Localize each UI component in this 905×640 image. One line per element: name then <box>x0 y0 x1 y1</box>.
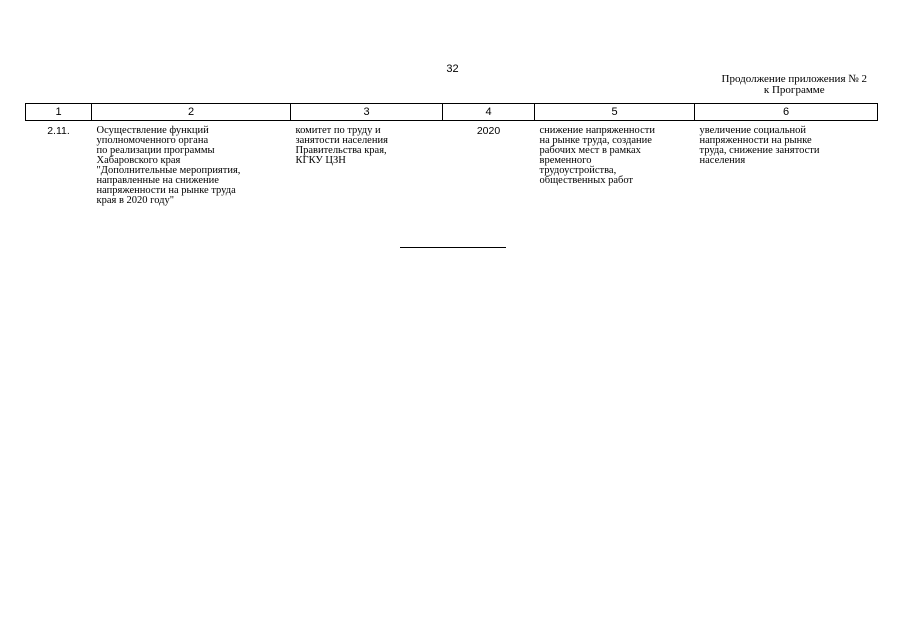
expected-result-line: трудоустройства, <box>539 165 617 176</box>
impact-cell <box>695 121 878 207</box>
page-number: 32 <box>446 63 459 75</box>
column-header-5: 5 <box>535 104 695 121</box>
expected-result-line: на рынке труда, создание <box>539 135 652 146</box>
executor-line: Правительства края, <box>295 145 387 156</box>
measure-line: "Дополнительные мероприятия, <box>96 165 241 176</box>
program-table <box>25 103 878 206</box>
expected-result-line: общественных работ <box>539 175 634 186</box>
appendix-note-line-2: к Программе <box>763 84 825 96</box>
expected-result-line: временного <box>539 155 592 166</box>
row-number: 2.11. <box>47 125 70 137</box>
executor-line: комитет по труду и <box>295 125 381 136</box>
executor-line: занятости населения <box>295 135 388 146</box>
year-cell: 2020 <box>476 125 501 137</box>
measure-line: Хабаровского края <box>96 155 181 166</box>
impact-line: труда, снижение занятости <box>699 145 820 156</box>
column-header-6: 6 <box>695 104 878 121</box>
measure-line: напряженности на рынке труда <box>96 185 236 196</box>
measure-line: края в 2020 году" <box>96 195 175 206</box>
table-row <box>26 121 878 207</box>
table-header-row <box>26 104 878 121</box>
executor-cell <box>291 121 443 207</box>
measure-line: направленные на снижение <box>96 175 219 186</box>
appendix-note <box>722 74 867 96</box>
measure-line: уполномоченного органа <box>96 135 209 146</box>
expected-result-cell <box>535 121 695 207</box>
executor-line: КГКУ ЦЗН <box>295 155 346 166</box>
expected-result-line: рабочих мест в рамках <box>539 145 641 156</box>
column-header-4: 4 <box>443 104 535 121</box>
impact-line: населения <box>699 155 746 166</box>
impact-line: увеличение социальной <box>699 125 807 136</box>
measure-line: по реализации программы <box>96 145 215 156</box>
expected-result-line: снижение напряженности <box>539 125 655 136</box>
column-header-1: 1 <box>26 104 92 121</box>
appendix-note-line-1: Продолжение приложения № 2 <box>721 73 867 85</box>
measure-cell <box>92 121 291 207</box>
column-header-2: 2 <box>92 104 291 121</box>
measure-line: Осуществление функций <box>96 125 209 136</box>
column-header-3: 3 <box>291 104 443 121</box>
impact-line: напряженности на рынке <box>699 135 812 146</box>
end-of-table-rule <box>400 247 506 248</box>
